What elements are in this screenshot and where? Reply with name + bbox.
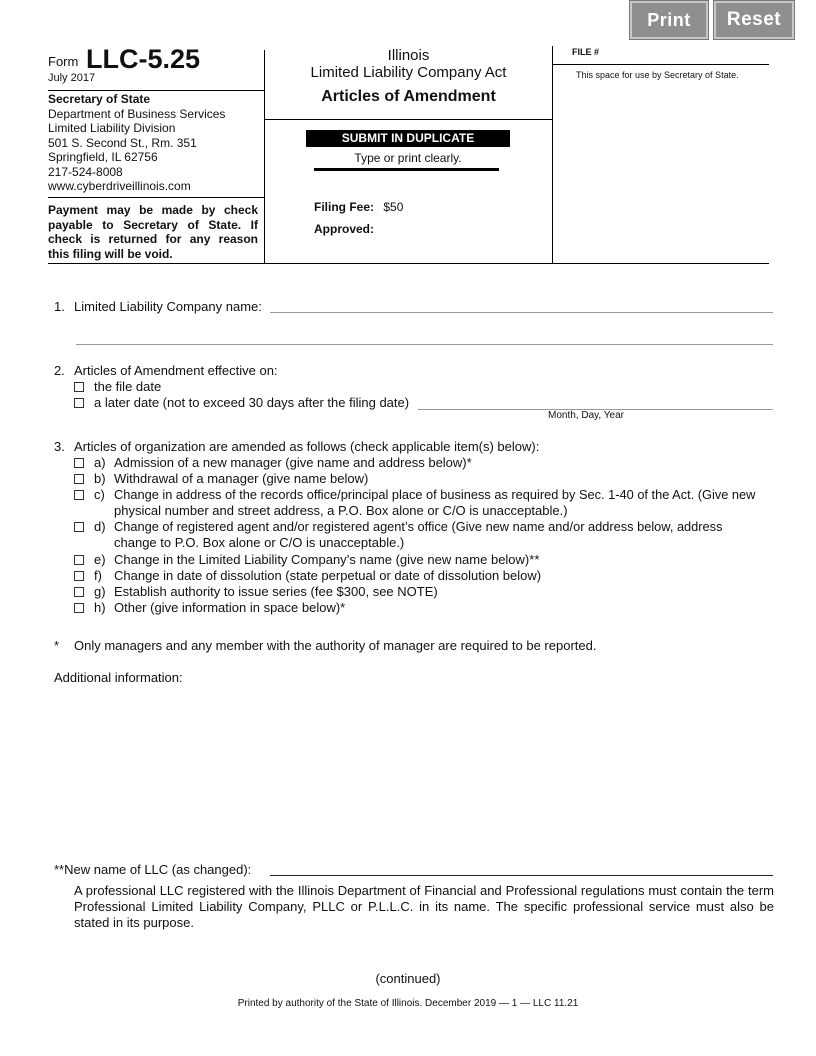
agency-line: Department of Business Services [48,106,226,121]
submit-banner: SUBMIT IN DUPLICATE [306,130,510,147]
section-3-number: 3. [54,439,65,454]
item-letter: a) [94,455,106,470]
agency-title: Secretary of State [48,92,151,106]
item-text: Change in the Limited Liability Company’s name (give new name below)** [114,552,540,567]
new-name-field[interactable] [270,875,773,876]
item-letter: d) [94,519,106,534]
printed-by: Printed by authority of the State of Illinois. December 2019 — 1 — LLC 11.21 [237,998,579,1009]
payment-note: Payment may be made by check payable to Secretary of State. If check is returned for any reason this filing will be void. [48,203,258,261]
filing-fee-value: $50 [383,200,404,214]
center-title [265,47,552,105]
item-text: Establish authority to issue series (fee $300, see NOTE) [114,584,438,599]
agency-line: www.cyberdriveillinois.com [48,179,191,193]
item-text: Withdrawal of a manager (give name below) [114,471,369,486]
item-text: Admission of a new manager (give name and address below)* [114,455,472,470]
divider [48,197,264,198]
item-d-checkbox[interactable] [74,522,84,532]
item-letter: e) [94,552,106,567]
continued-label: (continued) [375,971,441,986]
reset-button[interactable]: Reset [714,1,794,39]
item-text-cont: physical number and street address, a P.O. Box alone or C/O is unacceptable.) [114,503,568,518]
footnote-text: Only managers and any member with the authority of manager are required to be reported. [74,638,597,653]
item-letter: c) [94,487,105,502]
type-print-note: Type or print clearly. [354,151,462,165]
date-caption: Month, Day, Year [548,410,624,421]
agency-line: Springfield, IL 62756 [48,150,158,164]
item-letter: h) [94,600,106,615]
item-g-checkbox[interactable] [74,587,84,597]
item-text-cont: change to P.O. Box alone or C/O is unacceptable.) [114,535,405,550]
file-date-checkbox[interactable] [74,382,84,392]
form-number: LLC-5.25 [85,44,200,74]
item-text: Change in date of dissolution (state perpetual or date of dissolution below) [114,568,542,583]
form-id [48,44,200,75]
item-text: Other (give information in space below)* [114,600,346,615]
section-2-label: Articles of Amendment effective on: [74,363,278,378]
form-prefix: Form [48,54,79,69]
file-number-field[interactable] [553,64,769,65]
item-text: Change of registered agent and/or registered agent’s office (Give new name and/or address below, address [114,519,723,534]
filing-fee [314,200,403,214]
section-3-label: Articles of organization are amended as follows (check applicable item(s) below): [74,439,540,454]
item-h-checkbox[interactable] [74,603,84,613]
llc-name-field-line2[interactable] [76,344,773,345]
item-c-checkbox[interactable] [74,490,84,500]
act-name: Limited Liability Company Act [310,64,507,81]
section-2-number: 2. [54,363,65,378]
divider [48,263,769,264]
state-name: Illinois [387,47,430,64]
item-a-checkbox[interactable] [74,458,84,468]
item-letter: b) [94,471,106,486]
agency-line: 217-524-8008 [48,164,123,179]
item-f-checkbox[interactable] [74,571,84,581]
item-e-checkbox[interactable] [74,555,84,565]
agency-block [48,92,225,194]
agency-line: Limited Liability Division [48,121,176,135]
pllc-note: A professional LLC registered with the Illinois Department of Financial and Professional regulations must contain the term Professional Limited Liability Company, PLLC or P.L.L.C. in its name. The specific professional service must also be stated in its purpose. [74,883,774,930]
later-date-checkbox[interactable] [74,398,84,408]
doc-title: Articles of Amendment [321,88,496,105]
divider [552,46,553,264]
item-b-checkbox[interactable] [74,474,84,484]
sos-note: This space for use by Secretary of State. [576,70,739,80]
section-1-label: Limited Liability Company name: [74,299,262,314]
approved-label: Approved: [314,222,374,236]
item-letter: g) [94,584,106,599]
agency-line: 501 S. Second St., Rm. 351 [48,135,197,150]
additional-info-field[interactable] [54,690,774,850]
option-label: the file date [94,379,162,394]
footnote-mark: * [54,638,60,653]
new-name-label: **New name of LLC (as changed): [54,862,252,877]
item-text: Change in address of the records office/principal place of business as required by Sec. 1-40 of the Act. (Give new [114,487,756,502]
llc-name-field[interactable] [270,312,773,313]
section-1-number: 1. [54,299,65,314]
divider [48,90,264,91]
divider [314,168,499,171]
divider [265,119,552,120]
form-date: July 2017 [48,72,96,84]
file-label: FILE # [572,47,600,57]
filing-fee-label: Filing Fee: [314,200,374,214]
additional-info-label: Additional information: [54,670,183,685]
item-letter: f) [94,568,102,583]
print-button[interactable]: Print [630,1,708,39]
option-label: a later date (not to exceed 30 days after the filing date) [94,395,410,410]
